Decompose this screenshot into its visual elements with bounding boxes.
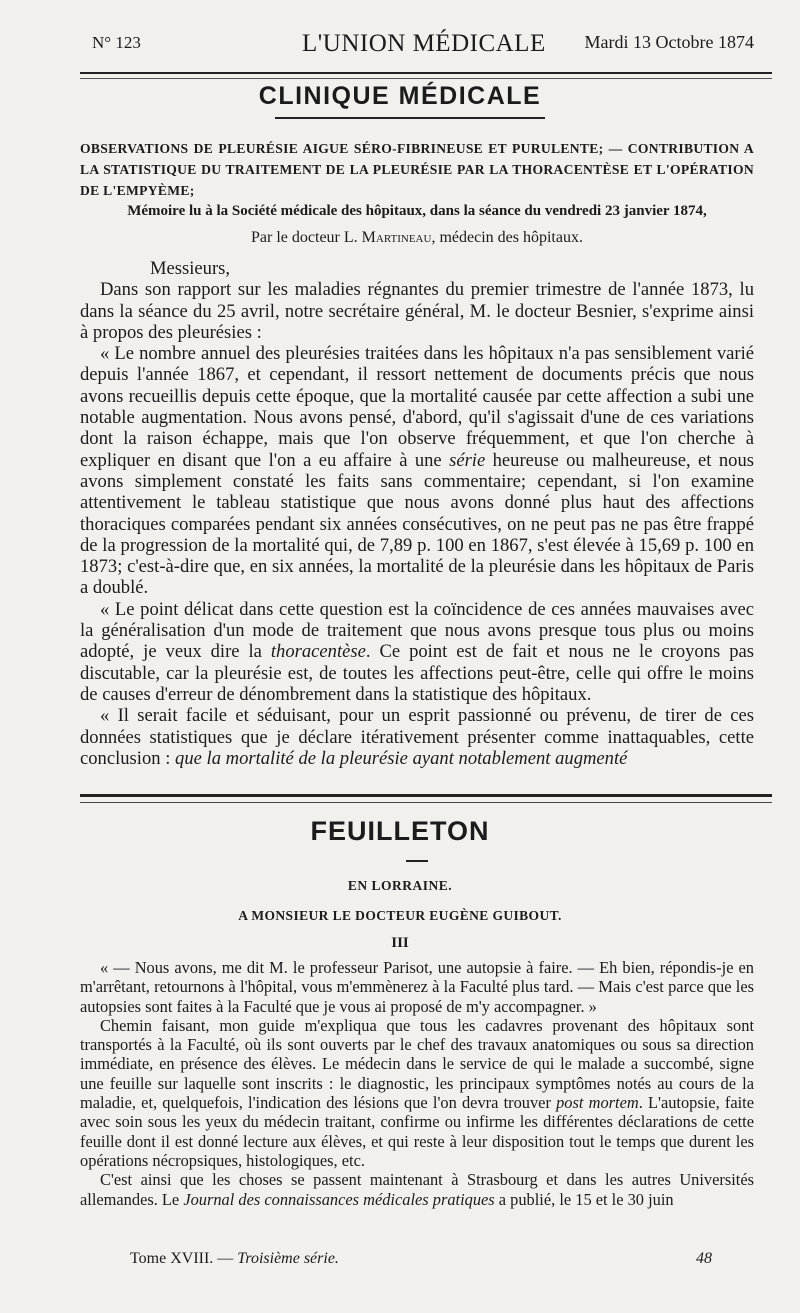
- paragraph: [80, 599, 754, 705]
- text-run: « Le point délicat dans cette question est la coïncidence de ces années mauvaises avec la généralisation d'un mode de traitement que nous avons presque tous plus ou moins adopté, je veux dire la: [80, 598, 754, 663]
- author-name: Martineau: [361, 229, 432, 246]
- article-heading: OBSERVATIONS DE PLEURÉSIE AIGUE SÉRO-FIBRINEUSE ET PURULENTE; — CONTRIBUTION A LA STATISTIQUE DU TRAITEMENT DE LA PLEURÉSIE PAR LA THORACENTÈSE ET L'OPÉRATION DE L'EMPYÈME;: [80, 141, 754, 198]
- italic-term: post mortem: [556, 1093, 639, 1113]
- feuilleton-body: [80, 958, 754, 1209]
- issue-number: N° 123: [92, 33, 141, 52]
- text-run: « Le nombre annuel des pleurésies traitées dans les hôpitaux n'a pas sensiblement varié depuis l'année 1867, et cependant, il ressort nettement de documents précis que nous avons recueillis depuis cette époque, que la mortalité causée par cette affection a subi une notable augmentation. Nous avons pensé, d'abord, qu'il s'agissait d'une de ces variations dont la raison échappe, mais que l'on observe fréquemment, et que l'on cherche à expliquer en disant que l'on a eu affaire à une: [80, 343, 754, 471]
- salutation: Messieurs,: [150, 258, 231, 279]
- text-run: a publié, le 15 et le 30 juin: [494, 1189, 674, 1209]
- feuilleton-dedication: A MONSIEUR LE DOCTEUR EUGÈNE GUIBOUT.: [238, 908, 562, 923]
- text-run: Chemin faisant, mon guide m'expliqua que tous les cadavres provenant des hôpitaux sont transportés à la Faculté, où ils sont ouverts par le chef des travaux anatomiques ou sous sa direction immédiate, en présence des élèves. Le médecin dans le service de qui le malade a succombé, signe une feuille sur laquelle sont inscrits : le diagnostic, les principaux symptômes notés au cours de la maladie, et, quelquefois, l'indication des lésions que l'on devra trouver: [80, 1015, 754, 1113]
- page-number: 48: [696, 1250, 712, 1267]
- text-run: « Il serait facile et séduisant, pour un esprit passionné ou prévenu, de tirer de ces données statistiques que je déclare itérativement présenter comme inattaquables, cette conclusion :: [80, 705, 754, 769]
- paragraph: Dans son rapport sur les maladies régnantes du premier trimestre de l'année 1873, lu dans la séance du 25 avril, notre secrétaire général, M. le docteur Besnier, s'exprime ainsi à propos des pleurésies :: [80, 279, 754, 343]
- feuilleton-rule: [80, 794, 772, 803]
- italic-term: Journal des connaissances médicales pratiques: [183, 1189, 495, 1209]
- paragraph: [80, 1170, 754, 1209]
- italic-term: thoracentèse: [270, 641, 366, 663]
- section-title: CLINIQUE MÉDICALE: [258, 82, 542, 110]
- paragraph: [80, 343, 754, 599]
- italic-term: série: [449, 449, 486, 471]
- volume-label: Tome XVIII. —: [130, 1250, 238, 1267]
- text-run: . L'autopsie, faite avec soin sous les yeux du médecin traitant, confirme ou infirme les différentes déclarations de cette feuille dont il est donné lecture aux élèves, et qui reste à leur disposition tout le temps que durent les opérations nécropsiques, histologiques, etc.: [80, 1093, 754, 1170]
- text-run: . Ce point est de fait et nous ne le croyons pas discutable, car la pleurésie est, de toutes les affections peut-être, celle qui offre le moins de causes d'erreur de dénombrement dans la statistique des hôpitaux.: [80, 641, 755, 705]
- series-label: Troisième série.: [237, 1250, 339, 1267]
- author-line: [80, 229, 754, 247]
- issue-date: Mardi 13 Octobre 1874: [584, 32, 754, 52]
- paragraph: « — Nous avons, me dit M. le professeur Parisot, une autopsie à faire. — Eh bien, répondis-je en m'arrêtant, retournons à l'hôpital, vous m'emmènerez à la Faculté plus tard. — Mais c'est parce que les autopsies sont faites à la Faculté que je vous ai proposé de m'y accompagner. »: [80, 958, 754, 1016]
- section-title-underline: [275, 117, 545, 119]
- italic-term: que la mortalité de la pleurésie ayant notablement augmenté: [175, 747, 628, 769]
- paragraph: [80, 1016, 754, 1170]
- volume-info: [130, 1250, 339, 1268]
- text-run: heureuse ou malheureuse, et nous avons simplement constaté les faits sans commentaire; cependant, si l'on examine attentivement le tableau statistique que nous avons donné plus haut des affections thoraciques comparées pendant six années consécutives, on ne peut pas ne pas être frappé de la progression de la mortalité qui, de 7,89 p. 100 en 1867, s'est élevée à 15,69 p. 100 en 1873; c'est-à-dire que, en six années, la mortalité de la pleurésie dans les hôpitaux de Paris a doublé.: [80, 449, 754, 599]
- running-head: [92, 30, 754, 62]
- feuilleton-subtitle: EN LORRAINE.: [347, 878, 453, 893]
- header-rule: [80, 72, 772, 79]
- author-suffix: , médecin des hôpitaux.: [431, 229, 583, 246]
- memoire-note: Mémoire lu à la Société médicale des hôpitaux, dans la séance du vendredi 23 janvier 1874,: [127, 203, 707, 219]
- article-body: [80, 258, 754, 769]
- text-run: C'est ainsi que les choses se passent maintenant à Strasbourg et dans les autres Universités allemandes. Le: [80, 1170, 754, 1209]
- chapter-number: III: [391, 935, 409, 951]
- feuilleton-title: FEUILLETON: [310, 816, 490, 846]
- author-prefix: Par le docteur L.: [251, 229, 362, 246]
- paragraph: [80, 705, 754, 769]
- feuilleton-dash: [406, 860, 428, 862]
- journal-title: L'UNION MÉDICALE: [302, 30, 546, 57]
- page-footer: [130, 1250, 712, 1272]
